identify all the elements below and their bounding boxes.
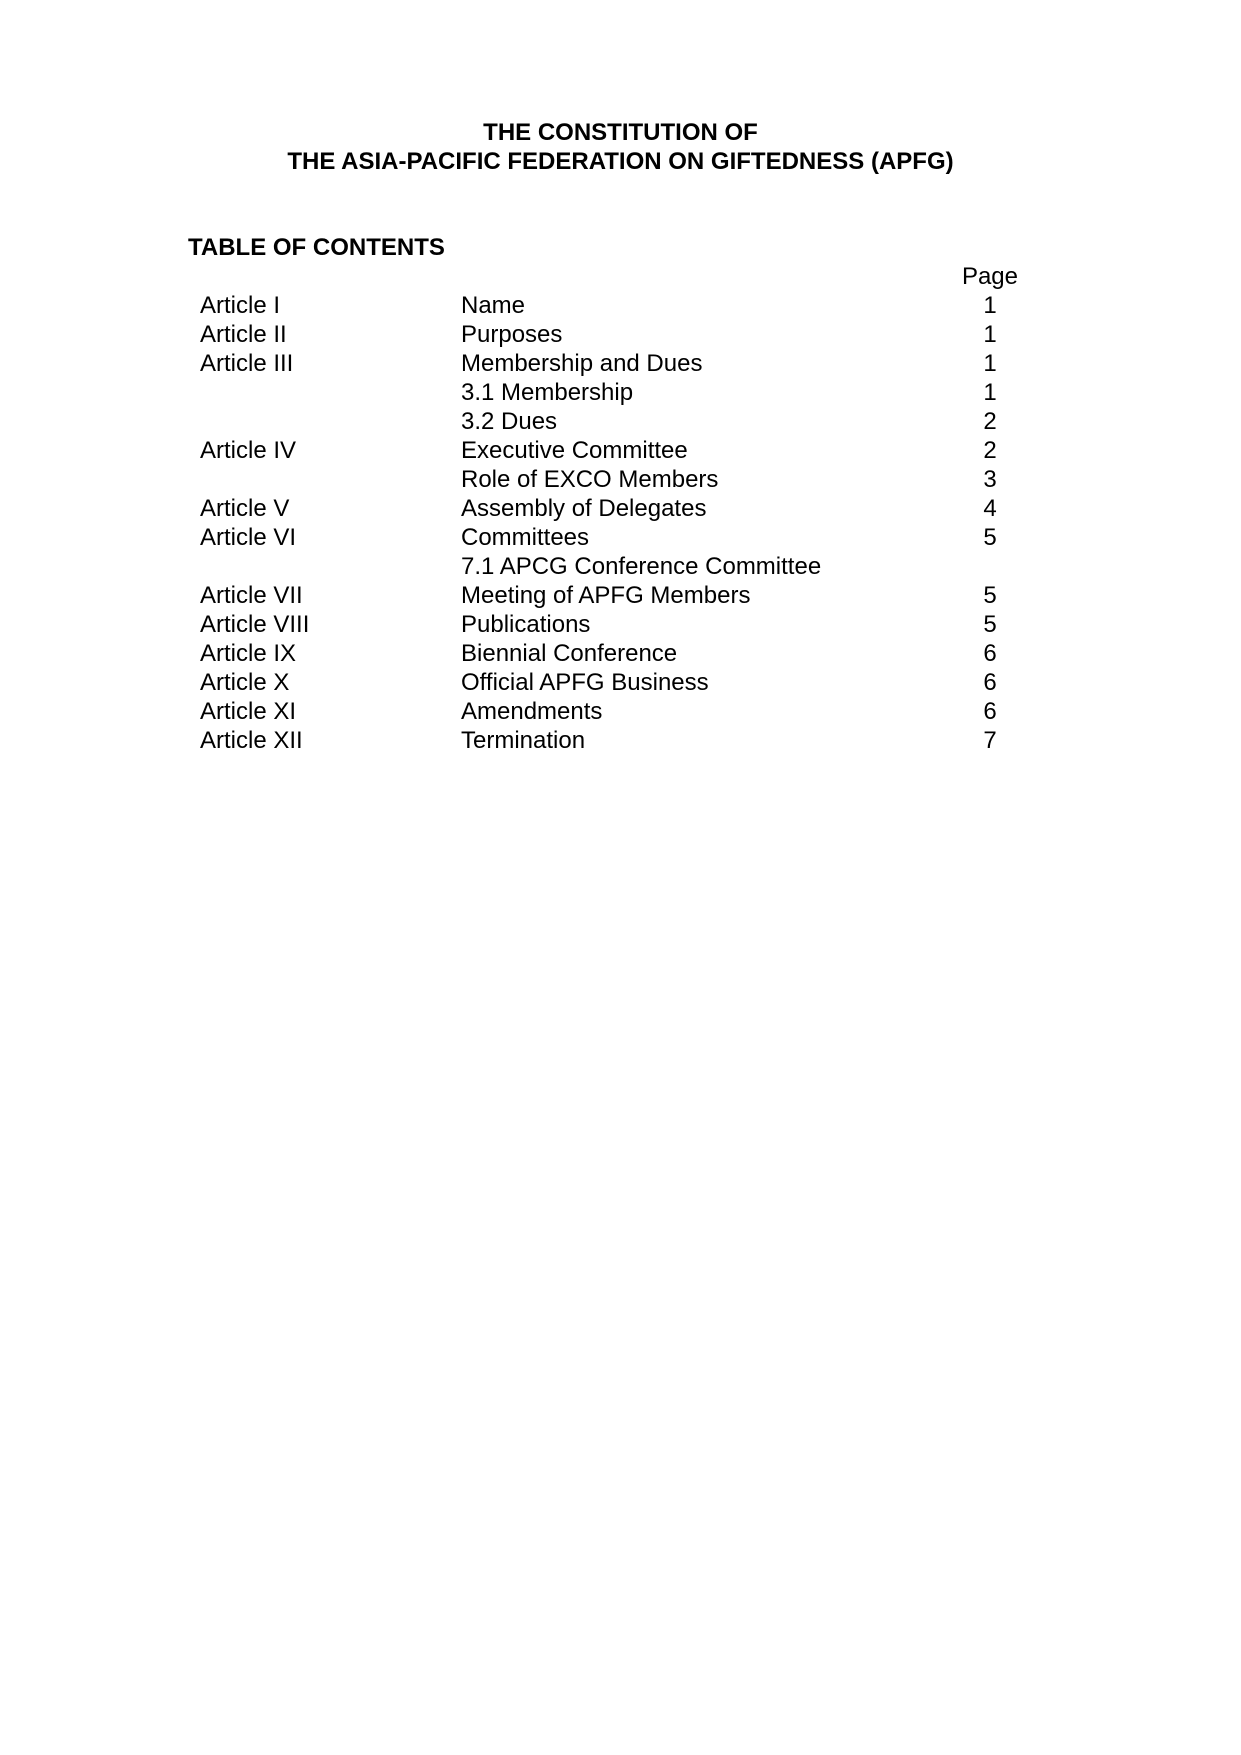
toc-entry-title: Official APFG Business [461, 669, 709, 696]
toc-entry [0, 291, 1241, 320]
toc-entry-title: Biennial Conference [461, 640, 678, 667]
document-title-line-1: THE CONSTITUTION OF [483, 119, 758, 146]
toc-entry [0, 523, 1241, 552]
toc-entry [0, 320, 1241, 349]
toc-entry [0, 378, 1241, 407]
toc-entry-title: 3.1 Membership [461, 379, 634, 406]
toc-page-number: 4 [983, 495, 997, 522]
toc-article-number: Article II [200, 321, 287, 348]
toc-page-number: 1 [983, 379, 997, 406]
toc-article-number: Article VII [200, 582, 303, 609]
toc-entry-title: Committees [461, 524, 590, 551]
toc-page-number: 1 [983, 350, 997, 377]
toc-entry [0, 349, 1241, 378]
toc-page-number: 5 [983, 611, 997, 638]
toc-page-number: 7 [983, 727, 997, 754]
toc-entry-title: Amendments [461, 698, 603, 725]
toc-page-number: 3 [983, 466, 997, 493]
toc-article-number: Article V [200, 495, 290, 522]
toc-entry-title: Membership and Dues [461, 350, 703, 377]
toc-entry [0, 436, 1241, 465]
toc-entry-title: Purposes [461, 321, 563, 348]
toc-page-number: 1 [983, 321, 997, 348]
toc-page-number: 6 [983, 669, 997, 696]
toc-page-number: 2 [983, 408, 997, 435]
toc-page-number: 5 [983, 524, 997, 551]
page-column-label: Page [961, 263, 1018, 290]
toc-article-number: Article X [200, 669, 290, 696]
toc-entry [0, 726, 1241, 755]
toc-article-number: Article IV [200, 437, 297, 464]
toc-page-number: 2 [983, 437, 997, 464]
toc-entry-title: 3.2 Dues [461, 408, 558, 435]
toc-article-number: Article XI [200, 698, 297, 725]
toc-entry-title: Executive Committee [461, 437, 688, 464]
toc-entry [0, 610, 1241, 639]
toc-entry-title: Assembly of Delegates [461, 495, 707, 522]
toc-article-number: Article XII [200, 727, 303, 754]
toc-entry-title: 7.1 APCG Conference Committee [461, 553, 822, 580]
toc-entry [0, 668, 1241, 697]
toc-entry-title: Publications [461, 611, 591, 638]
toc-article-number: Article I [200, 292, 281, 319]
toc-article-number: Article IX [200, 640, 297, 667]
document-title [0, 118, 1241, 176]
toc-entry [0, 639, 1241, 668]
toc-entry-title: Meeting of APFG Members [461, 582, 751, 609]
toc-article-number: Article VIII [200, 611, 310, 638]
toc-entry [0, 494, 1241, 523]
toc-entry [0, 581, 1241, 610]
toc-article-number: Article III [200, 350, 294, 377]
toc-page-number: 6 [983, 640, 997, 667]
toc-page-number: 1 [983, 292, 997, 319]
toc-entry [0, 697, 1241, 726]
toc-entry-title: Termination [461, 727, 586, 754]
toc-page-number: 5 [983, 582, 997, 609]
toc-entry [0, 552, 1241, 581]
toc-entry-title: Role of EXCO Members [461, 466, 719, 493]
document-title-line-2: THE ASIA-PACIFIC FEDERATION ON GIFTEDNESS (APFG) [287, 148, 954, 175]
toc-entry [0, 465, 1241, 494]
toc-entry-title: Name [461, 292, 526, 319]
table-of-contents [0, 291, 1241, 755]
toc-heading: TABLE OF CONTENTS [188, 234, 445, 261]
toc-article-number: Article VI [200, 524, 297, 551]
toc-entry [0, 407, 1241, 436]
toc-page-number: 6 [983, 698, 997, 725]
